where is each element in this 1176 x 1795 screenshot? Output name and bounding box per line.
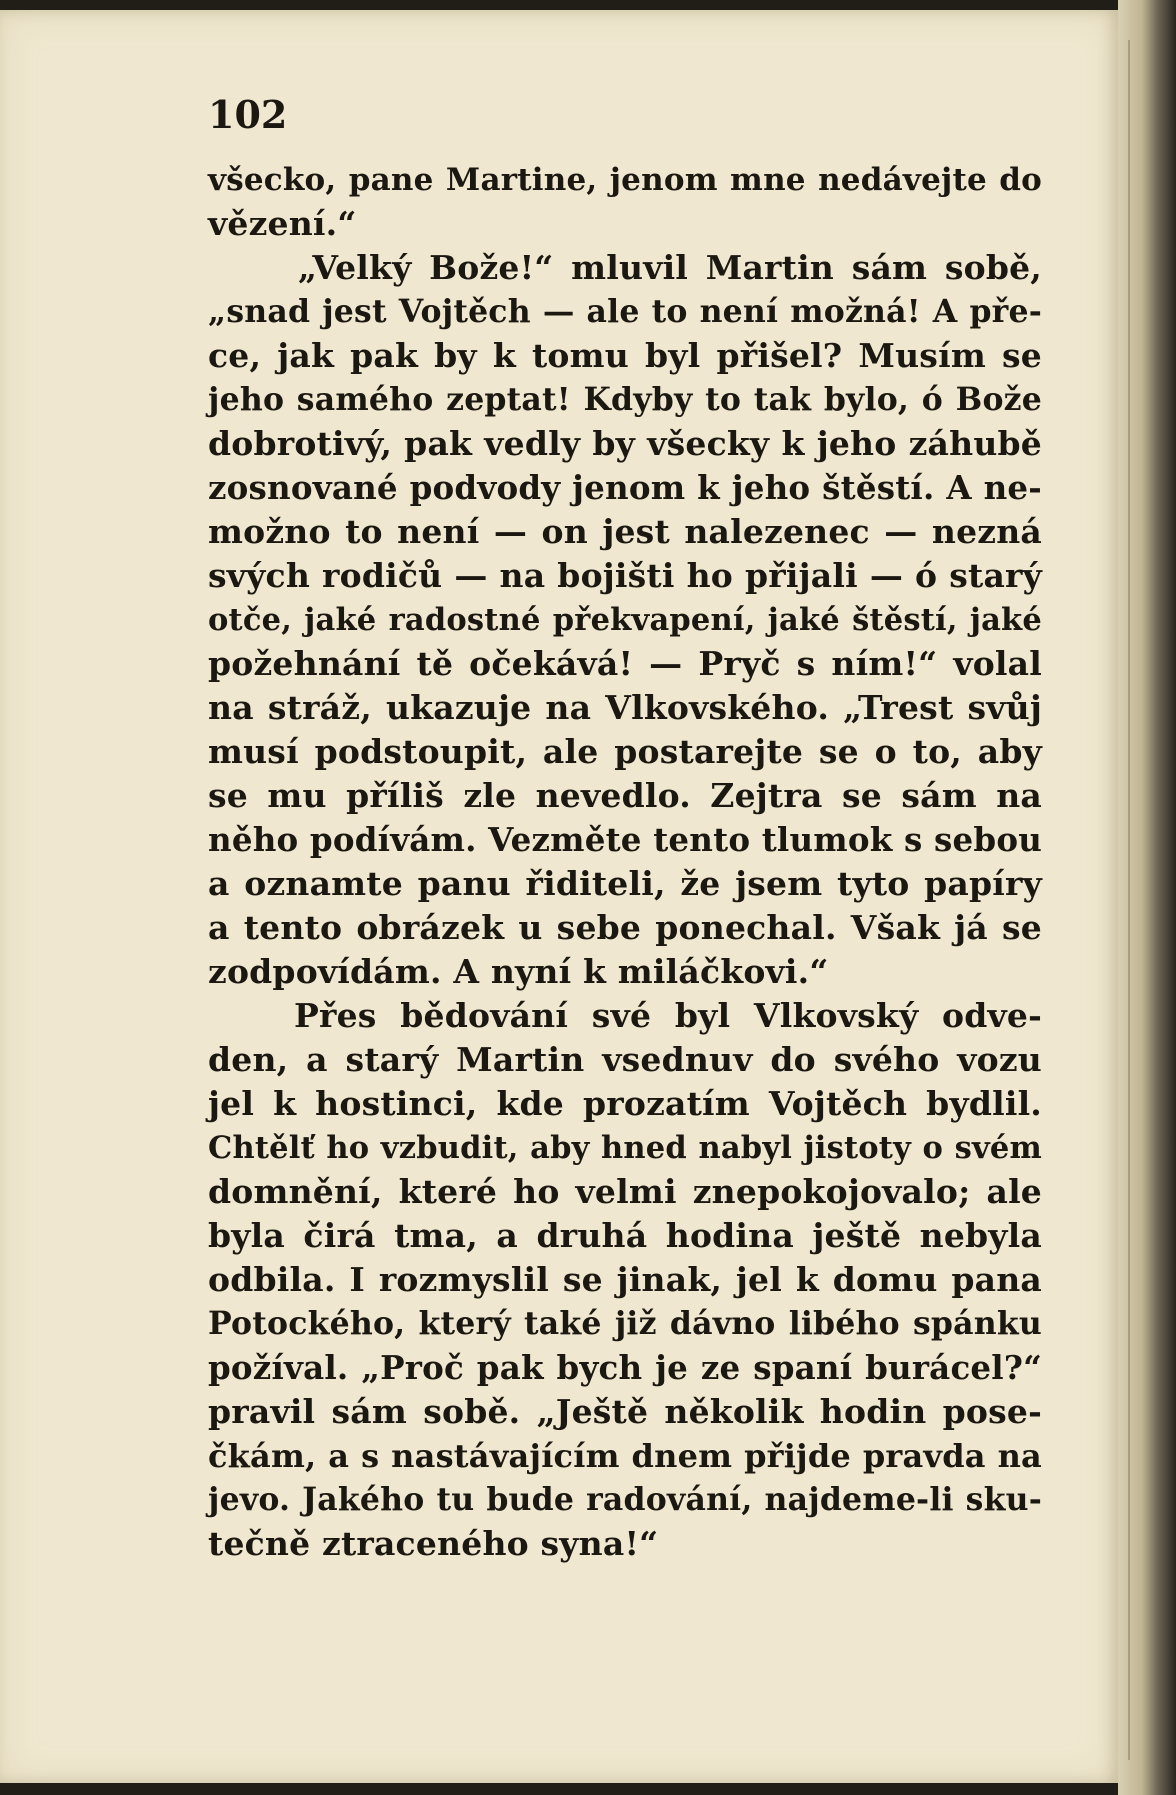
text-line: na stráž, ukazuje na Vlkovského. „Trest svůj <box>208 688 1042 727</box>
text-line: Přes bědování své byl Vlkovský odve- <box>294 996 1042 1035</box>
text-line: dobrotivý, pak vedly by všecky k jeho záhubě <box>208 424 1042 463</box>
body-text <box>208 158 1042 1566</box>
text-line: jevo. Jakého tu bude radování, najdeme-li sku- <box>208 1481 1042 1518</box>
text-line: domnění, které ho velmi znepokojovalo; ale <box>208 1172 1042 1211</box>
text-line: požehnání tě očekává! — Pryč s ním!“ volal <box>208 644 1042 683</box>
text-line: musí podstoupit, ale postarejte se o to, aby <box>208 732 1042 771</box>
text-line: vězení.“ <box>208 204 357 243</box>
text-line: Chtělť ho vzbudit, aby hned nabyl jistoty o svém <box>208 1130 1042 1166</box>
text-line: pravil sám sobě. „Ještě několik hodin pose- <box>208 1392 1042 1431</box>
text-line: svých rodičů — na bojišti ho přijali — ó starý <box>208 556 1042 595</box>
text-line: zosnované podvody jenom k jeho štěstí. A ne- <box>208 468 1042 507</box>
text-line: jel k hostinci, kde prozatím Vojtěch bydlil. <box>208 1084 1042 1123</box>
text-line: ce, jak pak by k tomu byl přišel? Musím se <box>208 336 1042 375</box>
book-gutter <box>1118 0 1176 1795</box>
text-line: Potockého, který také již dávno libého spánku <box>208 1305 1042 1342</box>
text-line: a oznamte panu řiditeli, že jsem tyto papíry <box>208 864 1042 903</box>
page-number: 102 <box>208 92 288 137</box>
text-line: „Velký Bože!“ mluvil Martin sám sobě, <box>298 248 1042 287</box>
text-line: odbila. I rozmyslil se jinak, jel k domu pana <box>208 1260 1042 1299</box>
text-line: otče, jaké radostné překvapení, jaké štěstí, jaké <box>208 602 1042 638</box>
text-line: všecko, pane Martine, jenom mne nedávejte do <box>208 162 1042 198</box>
text-line: jeho samého zeptat! Kdyby to tak bylo, ó Bože <box>208 381 1042 418</box>
text-line: čkám, a s nastávajícím dnem přijde pravda na <box>208 1437 1042 1475</box>
text-line: den, a starý Martin vsednuv do svého vozu <box>208 1040 1042 1079</box>
text-line: tečně ztraceného syna!“ <box>208 1524 659 1563</box>
text-line: možno to není — on jest nalezenec — nezná <box>208 512 1042 551</box>
gutter-edge <box>1128 40 1130 1760</box>
text-line: něho podívám. Vezměte tento tlumok s sebou <box>208 820 1043 859</box>
text-line: a tento obrázek u sebe ponechal. Však já se <box>208 908 1042 947</box>
text-line: zodpovídám. A nyní k miláčkovi.“ <box>208 952 829 991</box>
text-line: byla čirá tma, a druhá hodina ještě nebyla <box>208 1216 1042 1255</box>
text-line: požíval. „Proč pak bych je ze spaní burácel?“ <box>208 1348 1042 1387</box>
text-line: se mu příliš zle nevedlo. Zejtra se sám na <box>208 776 1042 815</box>
text-line: „snad jest Vojtěch — ale to není možná! A pře- <box>208 293 1042 330</box>
